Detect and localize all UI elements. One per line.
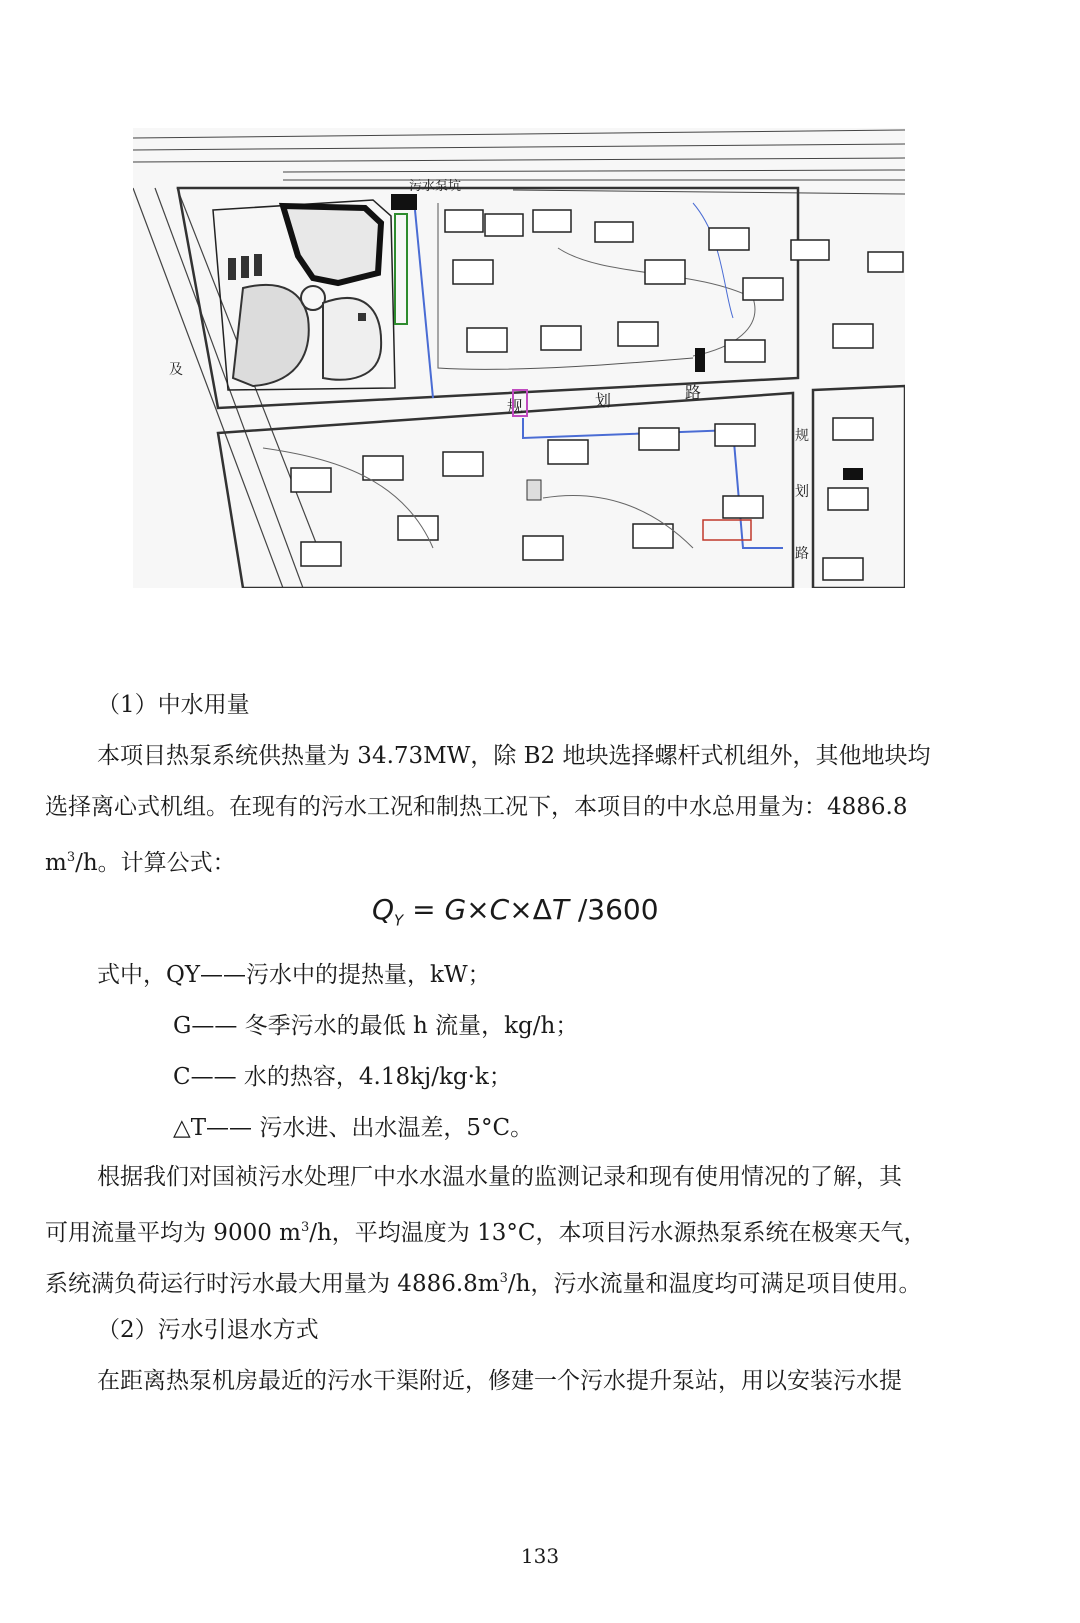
pump-pit-label: 污水泵坑: [409, 179, 462, 194]
definition-qy: 式中，QY——污水中的提热量，kW；: [97, 962, 491, 988]
road-label-ji: 及: [169, 362, 183, 378]
formula-delta: Δ: [532, 893, 552, 926]
formula-times-2: ×: [509, 893, 533, 926]
superscript-3: 3: [66, 850, 76, 865]
p2-line2-text-b: /h，平均温度为 13°C，本项目污水源热泵系统在极寒天气，: [309, 1220, 927, 1246]
paragraph-3-line-1: 在距离热泵机房最近的污水干渠附近，修建一个污水提升泵站，用以安装污水提: [97, 1368, 902, 1394]
section-1-heading: （1）中水用量: [97, 692, 250, 718]
paragraph-1-line-2: 选择离心式机组。在现有的污水工况和制热工况下，本项目的中水总用量为：4886.8: [45, 794, 908, 820]
road-label-v-lu: 路: [795, 546, 809, 562]
p2-line2-text-a: 可用流量平均为 9000 m: [45, 1220, 301, 1246]
page-number: 133: [520, 1544, 560, 1568]
paragraph-1-line-3: [45, 843, 236, 878]
formula-q-sub: Y: [394, 911, 404, 930]
heat-formula: [372, 893, 659, 930]
superscript-3: 3: [300, 1220, 310, 1235]
formula-c: C: [489, 893, 510, 926]
road-label-hua: 划: [595, 391, 612, 410]
superscript-3: 3: [499, 1271, 508, 1286]
formula-t: T: [551, 893, 569, 926]
road-label-lu: 路: [685, 383, 702, 402]
site-plan-figure: [133, 128, 905, 588]
definition-c: C—— 水的热容，4.18kj/kg·k；: [173, 1064, 512, 1090]
formula-intro: /h。计算公式：: [75, 850, 236, 876]
site-plan-drawing: [133, 128, 905, 588]
definition-delta-t: △T—— 污水进、出水温差，5°C。: [173, 1115, 534, 1141]
formula-times-1: ×: [466, 893, 490, 926]
definition-g: G—— 冬季污水的最低 h 流量，kg/h；: [173, 1013, 579, 1039]
road-label-v-gui: 规: [795, 428, 809, 444]
formula-g: G: [444, 893, 467, 926]
p2-line3-text-b: /h，污水流量和温度均可满足项目使用。: [507, 1271, 922, 1297]
road-label-gui: 规: [507, 397, 524, 416]
road-label-v-hua: 划: [795, 484, 809, 500]
paragraph-2-line-2: [45, 1213, 927, 1248]
formula-equals: =: [403, 893, 445, 926]
formula-q: Q: [372, 893, 395, 926]
formula-divisor: /3600: [568, 893, 659, 926]
section-2-heading: （2）污水引退水方式: [97, 1317, 319, 1343]
paragraph-2-line-1: 根据我们对国祯污水处理厂中水水温水量的监测记录和现有使用情况的了解，其: [97, 1164, 902, 1190]
paragraph-2-line-3: [45, 1264, 921, 1299]
paragraph-1-line-1: 本项目热泵系统供热量为 34.73MW，除 B2 地块选择螺杆式机组外，其他地块均: [97, 743, 931, 769]
p2-line3-text-a: 系统满负荷运行时污水最大用量为 4886.8m: [45, 1271, 500, 1297]
unit-m: m: [45, 850, 67, 876]
